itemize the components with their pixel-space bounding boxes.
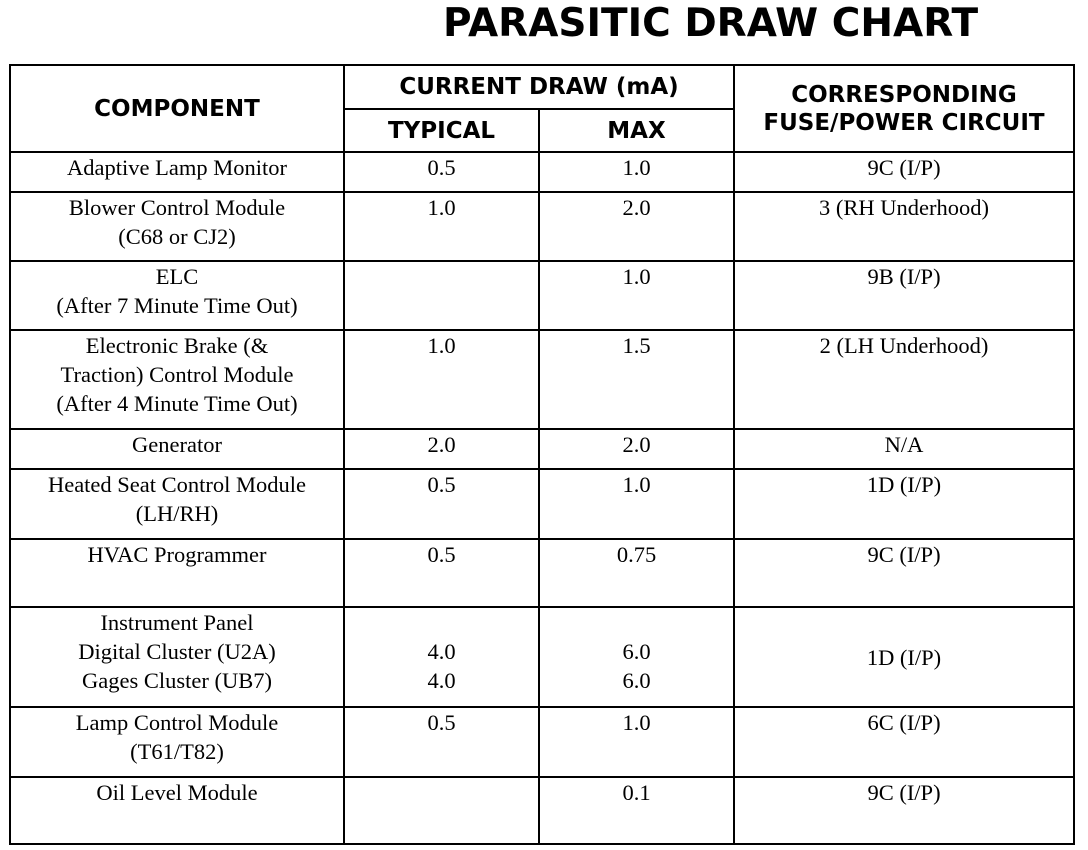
table-row [10,152,1074,192]
fuse-cell: 9C (I/P) [734,539,1074,607]
max-cell: 1.0 [539,469,734,539]
current-draw-header: CURRENT DRAW (mA) [344,65,734,109]
fuse-cell: 6C (I/P) [734,707,1074,777]
table-row [10,469,1074,539]
component-cell: Oil Level Module [10,777,344,844]
fuse-header-line-1: CORRESPONDING [791,81,1017,108]
fuse-cell: 9C (I/P) [734,777,1074,844]
max-cell: 1.0 [539,707,734,777]
component-cell: Heated Seat Control Module (LH/RH) [10,469,344,539]
page-title: PARASITIC DRAW CHART [443,1,979,46]
typical-cell: 4.0 4.0 [344,607,539,707]
max-cell: 2.0 [539,192,734,261]
table-row [10,429,1074,469]
component-cell: Blower Control Module (C68 or CJ2) [10,192,344,261]
fuse-cell: 9C (I/P) [734,152,1074,192]
max-cell: 1.0 [539,152,734,192]
fuse-cell: N/A [734,429,1074,469]
fuse-cell: 1D (I/P) [734,469,1074,539]
max-cell: 1.5 [539,330,734,429]
max-header: MAX [539,109,734,152]
typical-header: TYPICAL [344,109,539,152]
fuse-cell: 1D (I/P) [734,607,1074,707]
component-cell: Lamp Control Module (T61/T82) [10,707,344,777]
fuse-circuit-header [734,65,1074,152]
component-cell: Adaptive Lamp Monitor [10,152,344,192]
table-row [10,261,1074,330]
typical-cell: 2.0 [344,429,539,469]
fuse-cell: 9B (I/P) [734,261,1074,330]
typical-cell: 1.0 [344,330,539,429]
typical-cell: 0.5 [344,707,539,777]
table-row [10,777,1074,844]
max-cell: 0.1 [539,777,734,844]
table-row [10,707,1074,777]
max-cell: 1.0 [539,261,734,330]
fuse-cell: 2 (LH Underhood) [734,330,1074,429]
typical-cell: 1.0 [344,192,539,261]
max-cell: 6.0 6.0 [539,607,734,707]
component-cell: HVAC Programmer [10,539,344,607]
fuse-header-line-2: FUSE/POWER CIRCUIT [763,109,1045,136]
max-cell: 2.0 [539,429,734,469]
max-cell: 0.75 [539,539,734,607]
header-row-1 [10,65,1074,109]
component-cell: ELC (After 7 Minute Time Out) [10,261,344,330]
table-row [10,192,1074,261]
fuse-cell: 3 (RH Underhood) [734,192,1074,261]
typical-cell [344,261,539,330]
table-row [10,330,1074,429]
table-row [10,539,1074,607]
component-cell: Instrument Panel Digital Cluster (U2A) Gages Cluster (UB7) [10,607,344,707]
typical-cell [344,777,539,844]
typical-cell: 0.5 [344,469,539,539]
component-cell: Generator [10,429,344,469]
typical-cell: 0.5 [344,152,539,192]
parasitic-draw-table [9,64,1075,845]
typical-cell: 0.5 [344,539,539,607]
component-header: COMPONENT [10,65,344,152]
table-row [10,607,1074,707]
component-cell: Electronic Brake (& Traction) Control Module (After 4 Minute Time Out) [10,330,344,429]
